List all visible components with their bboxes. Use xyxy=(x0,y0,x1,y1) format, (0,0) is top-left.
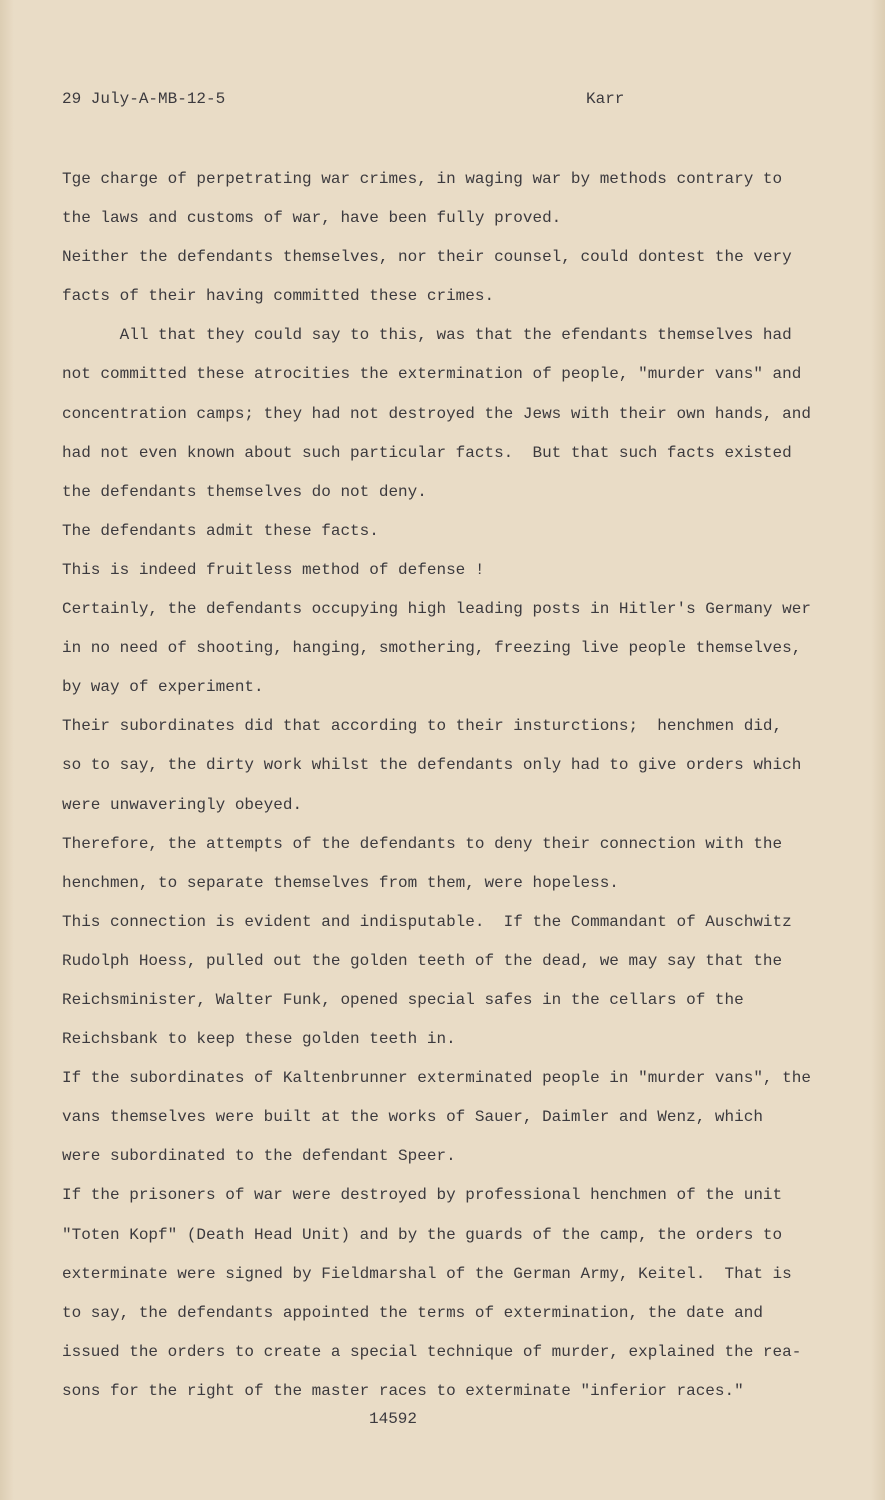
transcript-body xyxy=(62,168,822,1419)
text-line: issued the orders to create a special technique of murder, explained the rea- xyxy=(62,1342,802,1361)
text-line: The defendants admit these facts. xyxy=(62,521,379,540)
text-line: All that they could say to this, was that the efendants themselves had xyxy=(62,326,792,345)
text-line: If the subordinates of Kaltenbrunner exterminated people in "murder vans", the xyxy=(62,1069,811,1088)
text-line: Tge charge of perpetrating war crimes, in waging war by methods contrary to xyxy=(62,170,783,188)
text-line: to say, the defendants appointed the terms of extermination, the date and xyxy=(62,1303,763,1322)
text-line: the defendants themselves do not deny. xyxy=(62,482,427,501)
text-line: not committed these atrocities the extermination of people, "murder vans" and xyxy=(62,365,802,384)
text-line: vans themselves were built at the works of Sauer, Daimler and Wenz, which xyxy=(62,1108,763,1127)
text-line: Reichsbank to keep these golden teeth in. xyxy=(62,1030,456,1049)
text-line: This connection is evident and indisputable. If the Commandant of Auschwitz xyxy=(62,912,792,931)
page-edge-right xyxy=(871,0,885,1500)
page-edge-left xyxy=(0,0,14,1500)
text-line: exterminate were signed by Fieldmarshal of the German Army, Keitel. That is xyxy=(62,1264,792,1283)
text-line: concentration camps; they had not destroyed the Jews with their own hands, and xyxy=(62,404,811,423)
text-line: Rudolph Hoess, pulled out the golden teeth of the dead, we may say that the xyxy=(62,951,783,970)
text-line: had not even known about such particular facts. But that such facts existed xyxy=(62,443,792,462)
header-reporter: Karr xyxy=(586,90,625,108)
text-line: were unwaveringly obeyed. xyxy=(62,795,303,814)
text-line: the laws and customs of war, have been fully proved. xyxy=(62,209,562,228)
text-line: This is indeed fruitless method of defense ! xyxy=(62,560,485,579)
text-line: "Toten Kopf" (Death Head Unit) and by the guards of the camp, the orders to xyxy=(62,1225,783,1244)
page-number: 14592 xyxy=(369,1410,418,1428)
text-line: If the prisoners of war were destroyed by professional henchmen of the unit xyxy=(62,1186,783,1205)
text-line: were subordinated to the defendant Speer. xyxy=(62,1147,456,1166)
text-line: Their subordinates did that according to their insturctions; henchmen did, xyxy=(62,717,783,736)
text-line: Certainly, the defendants occupying high leading posts in Hitler's Germany wer xyxy=(62,600,811,619)
text-line: Reichsminister, Walter Funk, opened special safes in the cellars of the xyxy=(62,990,744,1009)
text-line: facts of their having committed these crimes. xyxy=(62,287,495,306)
header-reference: 29 July-A-MB-12-5 xyxy=(62,90,226,108)
text-line: Neither the defendants themselves, nor their counsel, could dontest the very xyxy=(62,248,792,267)
text-line: henchmen, to separate themselves from them, were hopeless. xyxy=(62,873,619,892)
text-line: so to say, the dirty work whilst the defendants only had to give orders which xyxy=(62,756,802,775)
text-line: sons for the right of the master races to exterminate "inferior races." xyxy=(62,1381,744,1400)
text-line: Therefore, the attempts of the defendants to deny their connection with the xyxy=(62,834,783,853)
text-line: by way of experiment. xyxy=(62,678,264,697)
text-line: in no need of shooting, hanging, smothering, freezing live people themselves, xyxy=(62,639,802,658)
